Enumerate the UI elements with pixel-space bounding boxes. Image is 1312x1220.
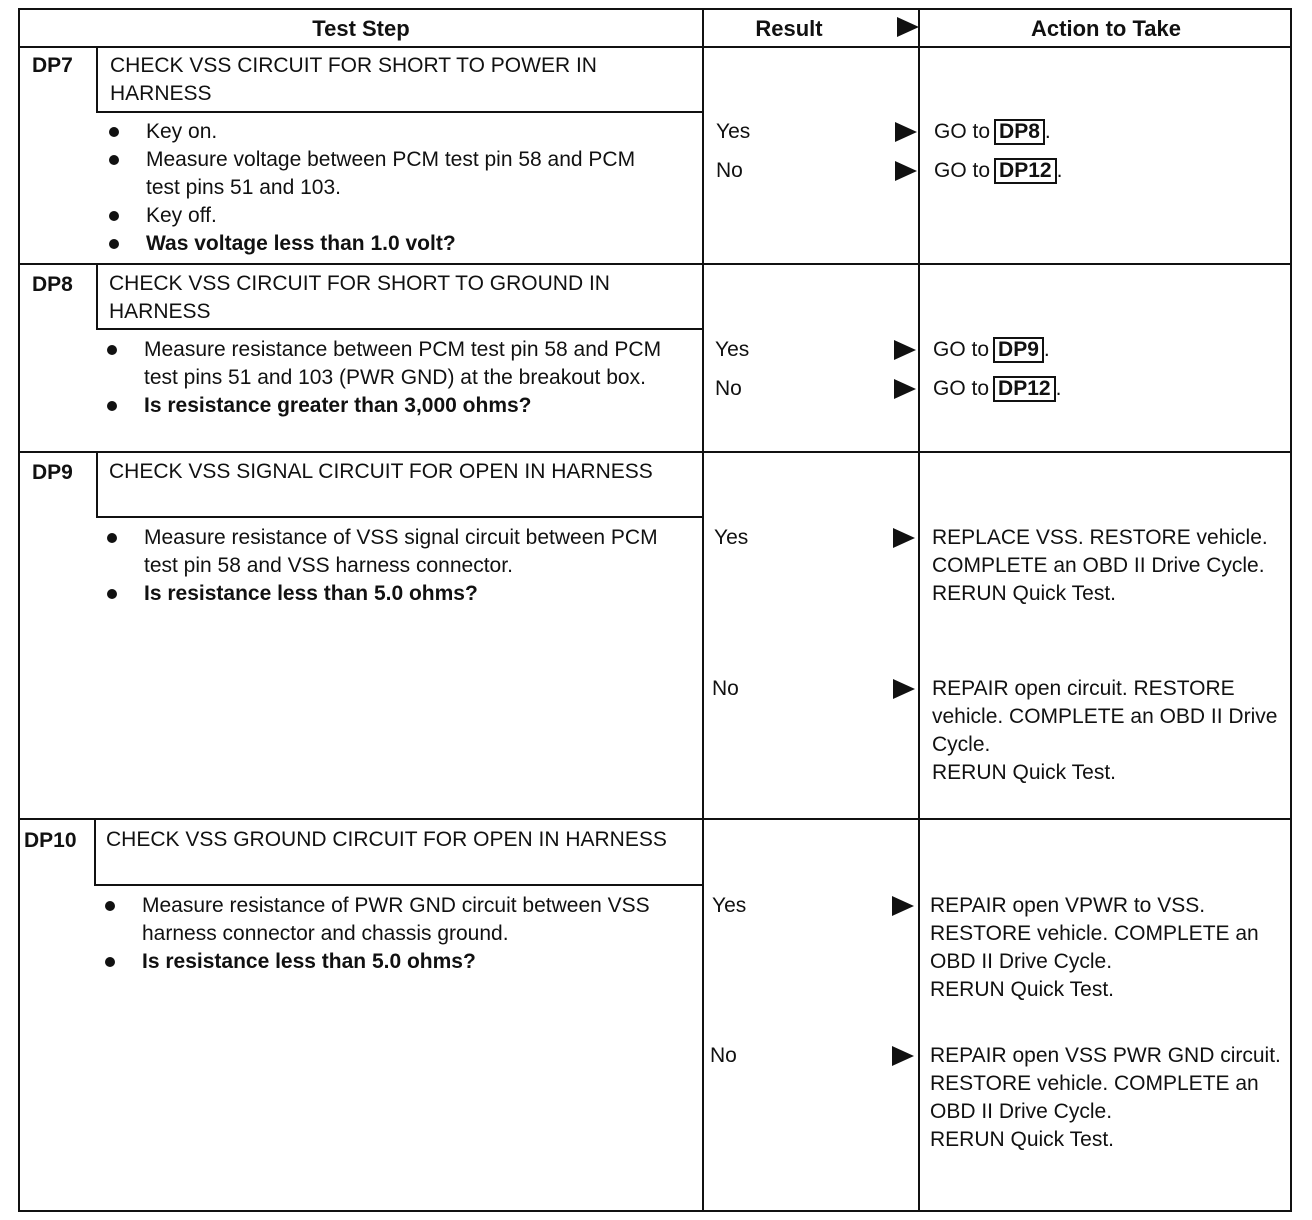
action-text: REPAIR open VSS PWR GND circuit. RESTORE vehicle. COMPLETE an OBD II Drive Cycle.	[930, 1044, 1281, 1123]
column-divider-action	[918, 10, 920, 1212]
step-title-divider	[96, 328, 702, 330]
action-end: .	[1044, 120, 1051, 143]
result-yes: Yes	[715, 338, 750, 361]
step-divider	[20, 818, 1292, 820]
arrow-icon	[895, 161, 917, 181]
column-divider-result	[702, 10, 704, 1212]
diagnostic-table	[18, 8, 1292, 1212]
step-ref[interactable]: DP8	[994, 119, 1045, 145]
step-ref[interactable]: DP9	[993, 337, 1044, 363]
action-text: GO to	[933, 338, 990, 361]
action-go-dp12	[933, 375, 1289, 403]
step-list-dp9	[104, 524, 664, 608]
header-test-step: Test Step	[312, 16, 410, 41]
arrow-icon	[892, 896, 914, 916]
result-yes: Yes	[712, 894, 747, 917]
header-result: Result	[755, 16, 823, 41]
step-list-dp8	[104, 336, 664, 420]
action-text: REPAIR open VPWR to VSS. RESTORE vehicle. COMPLETE an OBD II Drive Cycle.	[930, 894, 1259, 973]
arrow-icon	[892, 1046, 914, 1066]
step-question: Was voltage less than 1.0 volt?	[106, 230, 666, 258]
step-title-divider	[94, 884, 702, 886]
rerun-text: RERUN Quick Test.	[932, 582, 1116, 605]
arrow-icon	[893, 679, 915, 699]
action-repair-pwr-gnd	[930, 1042, 1286, 1154]
rerun-text: RERUN Quick Test.	[932, 761, 1116, 784]
step-title-divider	[96, 516, 702, 518]
step-question: Is resistance greater than 3,000 ohms?	[104, 392, 664, 420]
header-action: Action to Take	[1031, 16, 1181, 41]
action-text: REPAIR open circuit. RESTORE vehicle. COMPLETE an OBD II Drive Cycle.	[932, 677, 1278, 756]
step-id-dp9: DP9	[32, 461, 73, 484]
step-list-dp10	[102, 892, 662, 976]
action-go-dp8	[934, 118, 1290, 146]
result-yes: Yes	[714, 526, 749, 549]
action-replace-vss	[932, 524, 1288, 608]
step-question: Is resistance less than 5.0 ohms?	[104, 580, 664, 608]
action-go-dp9	[933, 336, 1289, 364]
step-ref[interactable]: DP12	[994, 158, 1057, 184]
step-ref[interactable]: DP12	[993, 376, 1056, 402]
step-id-dp7: DP7	[32, 54, 73, 77]
result-no: No	[712, 677, 739, 700]
step-id-dp8: DP8	[32, 273, 73, 296]
action-end: .	[1055, 377, 1062, 400]
list-item: Measure resistance of VSS signal circuit between PCM test pin 58 and VSS harness connector.	[104, 524, 664, 580]
action-repair-vpwr	[930, 892, 1286, 1004]
header-arrow-icon	[897, 17, 919, 37]
step-id-dp10: DP10	[24, 829, 77, 852]
rerun-text: RERUN Quick Test.	[930, 978, 1114, 1001]
list-item: Measure voltage between PCM test pin 58 and PCM test pins 51 and 103.	[106, 146, 666, 202]
step-id-divider	[96, 452, 98, 518]
list-item: Measure resistance between PCM test pin 58 and PCM test pins 51 and 103 (PWR GND) at the breakout box.	[104, 336, 664, 392]
step-divider	[20, 451, 1292, 453]
step-title-divider	[96, 111, 702, 113]
step-list-dp7	[106, 118, 666, 258]
step-divider	[20, 263, 1292, 265]
step-question: Is resistance less than 5.0 ohms?	[102, 948, 662, 976]
action-go-dp12	[934, 157, 1290, 185]
action-end: .	[1043, 338, 1050, 361]
list-item: Measure resistance of PWR GND circuit between VSS harness connector and chassis ground.	[102, 892, 662, 948]
arrow-icon	[894, 379, 916, 399]
step-title-dp8: CHECK VSS CIRCUIT FOR SHORT TO GROUND IN HARNESS	[109, 272, 610, 323]
arrow-icon	[894, 340, 916, 360]
arrow-icon	[893, 528, 915, 548]
action-end: .	[1056, 159, 1063, 182]
list-item: Key on.	[106, 118, 666, 146]
result-no: No	[710, 1044, 737, 1067]
step-id-divider	[94, 819, 96, 885]
action-text: GO to	[934, 159, 991, 182]
result-no: No	[715, 377, 742, 400]
step-id-divider	[96, 264, 98, 330]
action-repair-open-circuit	[932, 675, 1288, 787]
step-id-divider	[96, 46, 98, 112]
result-yes: Yes	[716, 120, 751, 143]
step-title-dp7: CHECK VSS CIRCUIT FOR SHORT TO POWER IN HARNESS	[110, 54, 597, 105]
action-text: GO to	[933, 377, 990, 400]
header-divider	[20, 46, 1292, 48]
result-no: No	[716, 159, 743, 182]
arrow-icon	[895, 122, 917, 142]
rerun-text: RERUN Quick Test.	[930, 1128, 1114, 1151]
list-item: Key off.	[106, 202, 666, 230]
action-text: REPLACE VSS. RESTORE vehicle. COMPLETE an OBD II Drive Cycle.	[932, 526, 1268, 577]
step-title-dp9: CHECK VSS SIGNAL CIRCUIT FOR OPEN IN HARNESS	[109, 460, 653, 483]
action-text: GO to	[934, 120, 991, 143]
step-title-dp10: CHECK VSS GROUND CIRCUIT FOR OPEN IN HARNESS	[106, 828, 667, 851]
